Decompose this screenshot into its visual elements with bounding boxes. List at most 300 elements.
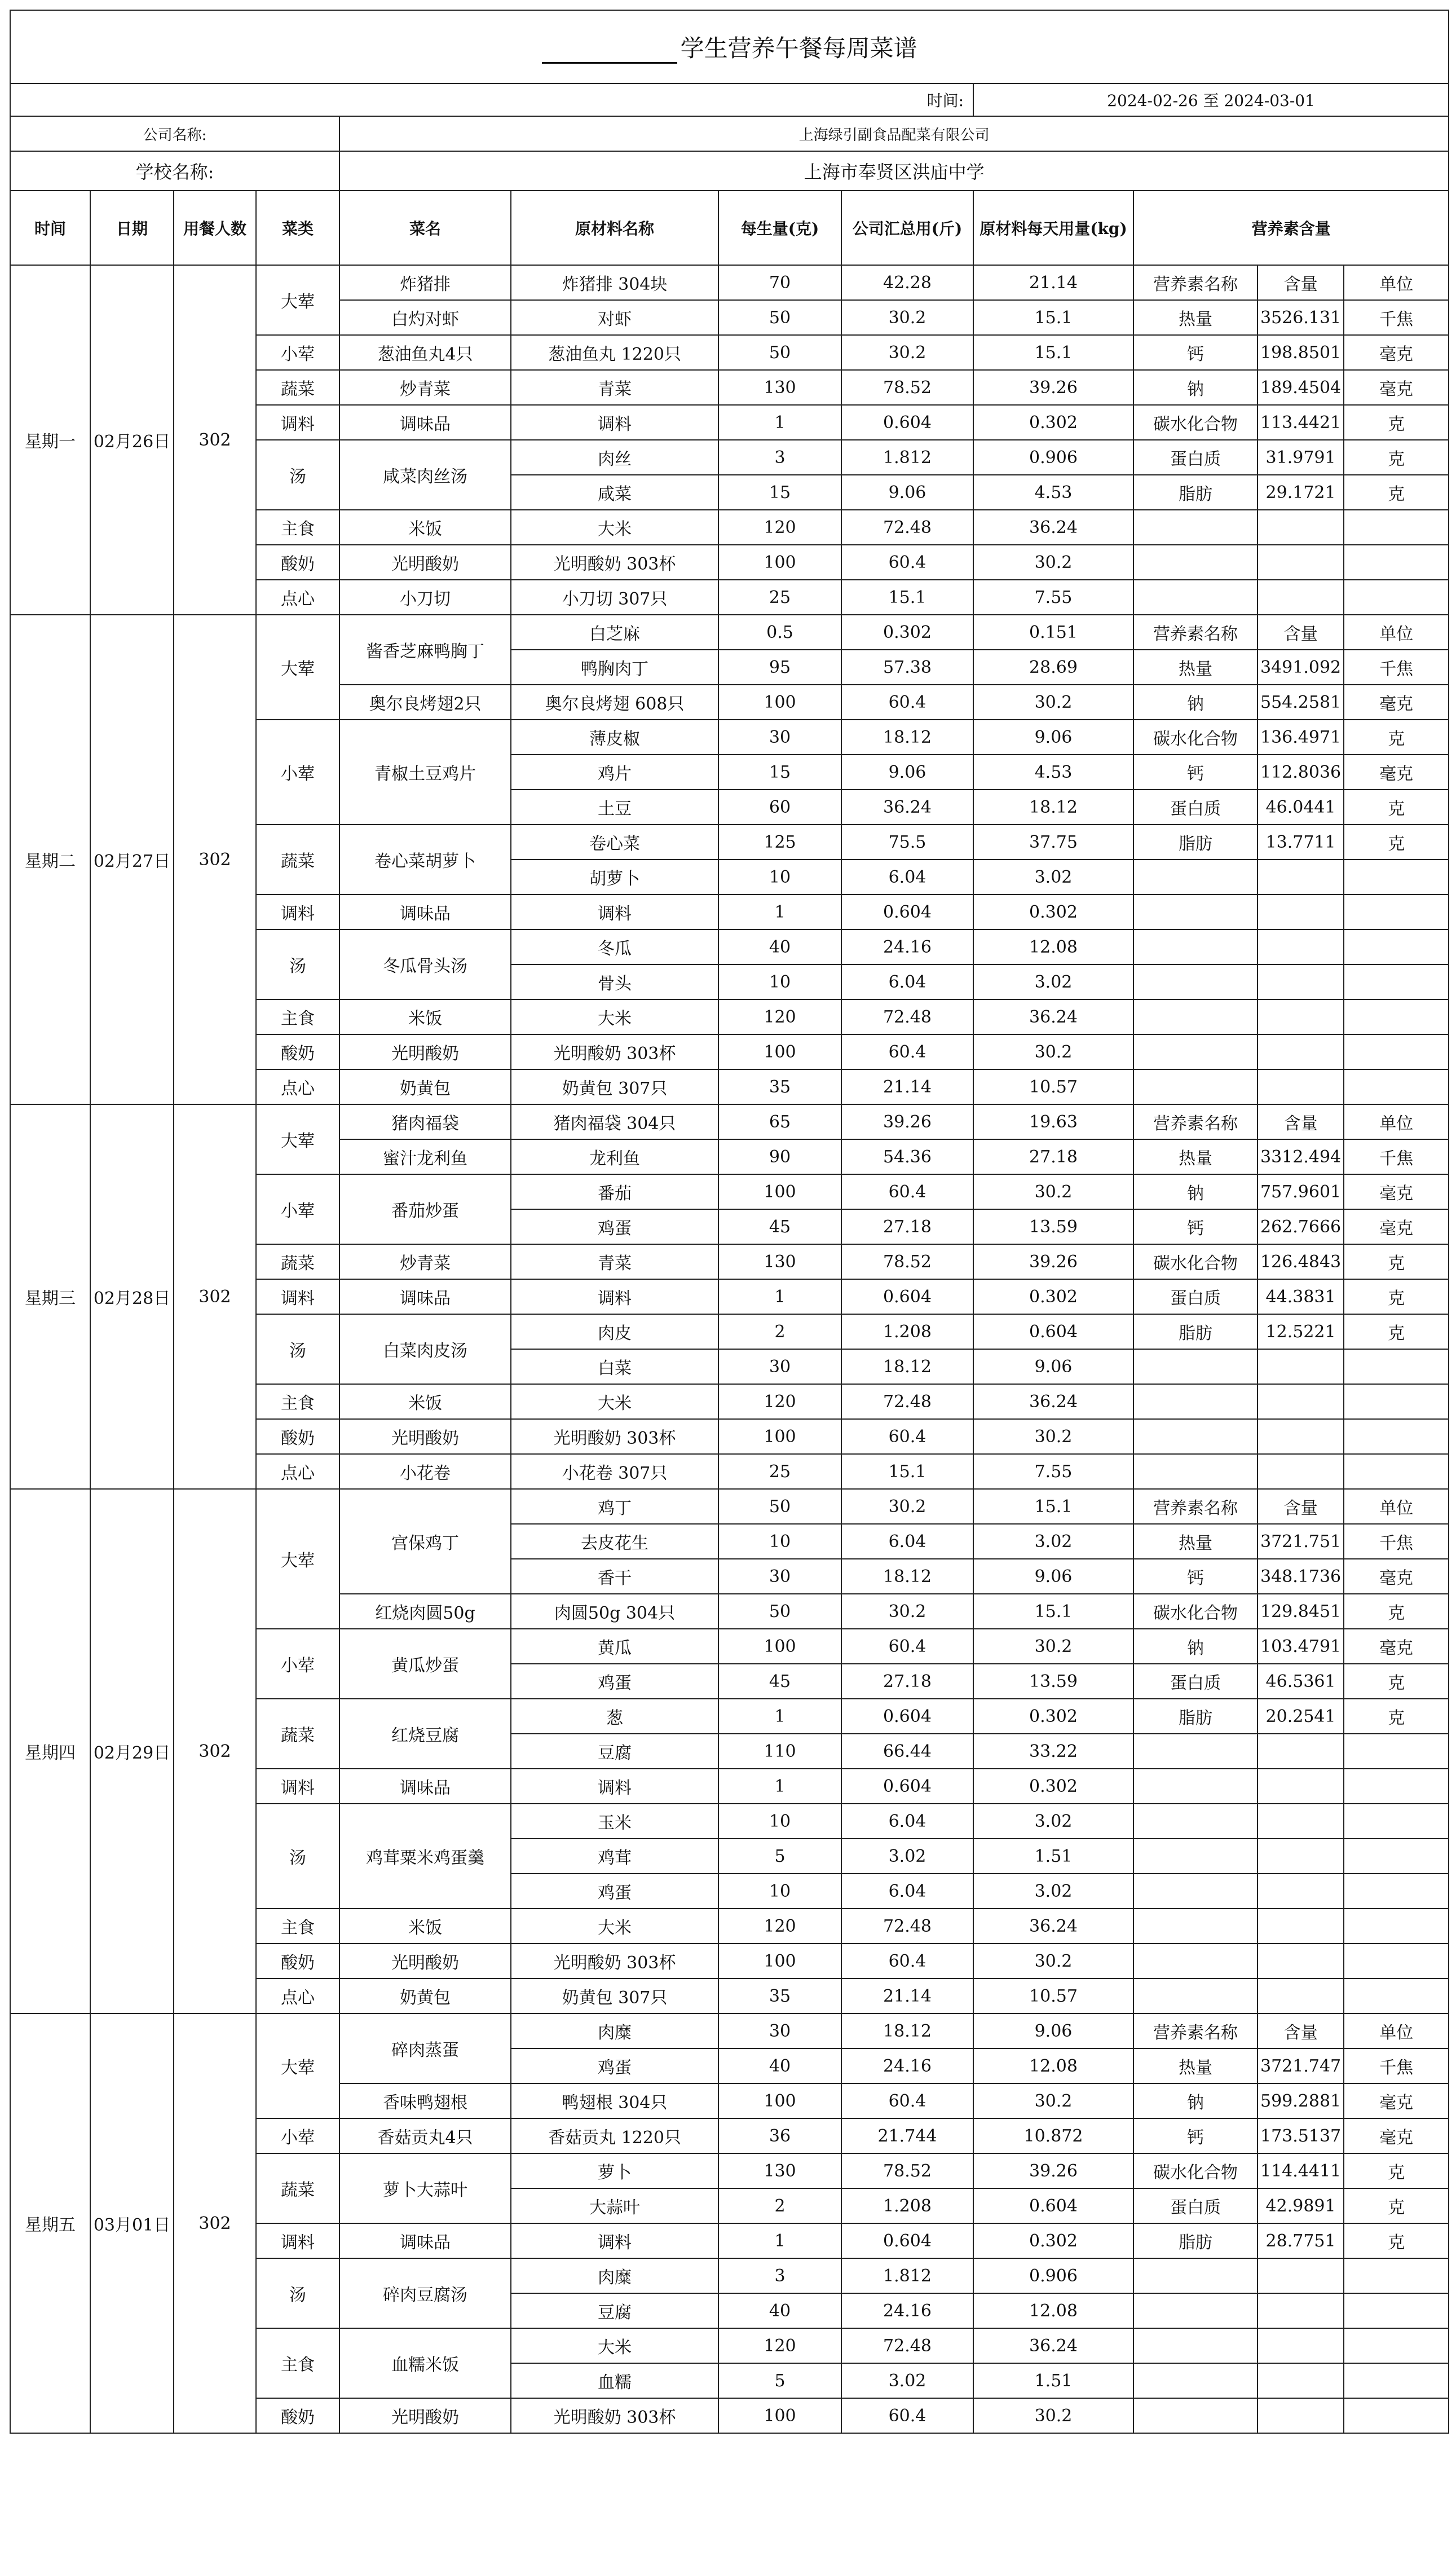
kg-cell: 9.06 xyxy=(973,1559,1133,1594)
nutrient-name-cell: 钠 xyxy=(1133,2083,1258,2118)
dish-name-cell: 调味品 xyxy=(339,2223,511,2258)
nutrient-amount-cell: 29.1721 xyxy=(1258,475,1344,510)
material-cell: 薄皮椒 xyxy=(511,720,718,755)
nutrient-empty-cell xyxy=(1258,2328,1344,2363)
date-cell: 02月28日 xyxy=(90,1104,174,1489)
nutrient-unit-cell: 克 xyxy=(1344,2153,1449,2188)
jin-cell: 72.48 xyxy=(841,2328,973,2363)
dish-name-cell: 萝卜大蒜叶 xyxy=(339,2153,511,2223)
category-cell: 小荤 xyxy=(256,1629,339,1699)
material-cell: 黄瓜 xyxy=(511,1629,718,1664)
material-cell: 卷心菜 xyxy=(511,825,718,860)
nutrient-amount-cell: 262.7666 xyxy=(1258,1209,1344,1244)
grams-cell: 25 xyxy=(718,580,841,615)
grams-cell: 1 xyxy=(718,895,841,929)
dish-name-cell: 小刀切 xyxy=(339,580,511,615)
kg-cell: 39.26 xyxy=(973,2153,1133,2188)
nutrient-empty-cell xyxy=(1258,580,1344,615)
grams-cell: 25 xyxy=(718,1454,841,1489)
nutrient-unit-cell: 毫克 xyxy=(1344,1174,1449,1209)
nutrient-amount-cell: 3721.751 xyxy=(1258,1524,1344,1559)
dish-name-cell: 米饭 xyxy=(339,1909,511,1944)
nutrient-name-cell: 热量 xyxy=(1133,2048,1258,2083)
diners-cell: 302 xyxy=(174,2014,256,2433)
kg-cell: 12.08 xyxy=(973,929,1133,964)
nutrient-empty-cell xyxy=(1133,999,1258,1034)
nutrient-empty-cell xyxy=(1133,2363,1258,2398)
dish-name-cell: 调味品 xyxy=(339,895,511,929)
material-cell: 鸡丁 xyxy=(511,1489,718,1524)
kg-cell: 12.08 xyxy=(973,2293,1133,2328)
jin-cell: 18.12 xyxy=(841,2014,973,2048)
grams-cell: 110 xyxy=(718,1734,841,1769)
material-cell: 大米 xyxy=(511,1909,718,1944)
material-cell: 白菜 xyxy=(511,1349,718,1384)
nutrient-name-cell: 钙 xyxy=(1133,2118,1258,2153)
jin-cell: 21.14 xyxy=(841,1979,973,2014)
kg-cell: 12.08 xyxy=(973,2048,1133,2083)
kg-cell: 27.18 xyxy=(973,1139,1133,1174)
kg-cell: 0.151 xyxy=(973,615,1133,650)
nutrient-empty-cell xyxy=(1344,1384,1449,1419)
nutrient-empty-cell xyxy=(1133,545,1258,580)
nutrient-amount-cell: 113.4421 xyxy=(1258,405,1344,440)
grams-cell: 0.5 xyxy=(718,615,841,650)
nutrient-empty-cell xyxy=(1133,964,1258,999)
grams-cell: 50 xyxy=(718,335,841,370)
nutrient-amount-cell: 198.8501 xyxy=(1258,335,1344,370)
material-cell: 对虾 xyxy=(511,300,718,335)
nutrient-unit-cell: 克 xyxy=(1344,1594,1449,1629)
nutrient-unit-cell: 千焦 xyxy=(1344,300,1449,335)
grams-cell: 40 xyxy=(718,2048,841,2083)
nutrient-empty-cell xyxy=(1344,1944,1449,1979)
nutrient-name-cell: 热量 xyxy=(1133,300,1258,335)
category-cell: 大荤 xyxy=(256,615,339,720)
nutrient-empty-cell xyxy=(1133,1874,1258,1909)
kg-cell: 4.53 xyxy=(973,755,1133,790)
kg-cell: 15.1 xyxy=(973,335,1133,370)
category-cell: 点心 xyxy=(256,1454,339,1489)
grams-cell: 1 xyxy=(718,405,841,440)
nutrient-empty-cell xyxy=(1344,2398,1449,2433)
kg-cell: 0.604 xyxy=(973,1314,1133,1349)
dish-name-cell: 冬瓜骨头汤 xyxy=(339,929,511,999)
time-label: 时间: xyxy=(10,83,973,116)
jin-cell: 0.604 xyxy=(841,1769,973,1804)
title-text: 学生营养午餐每周菜谱 xyxy=(680,34,917,62)
diners-cell: 302 xyxy=(174,1489,256,2014)
nutrient-unit-cell: 单位 xyxy=(1344,265,1449,300)
category-cell: 汤 xyxy=(256,1314,339,1384)
dish-name-cell: 炒青菜 xyxy=(339,1244,511,1279)
nutrient-unit-cell: 毫克 xyxy=(1344,1629,1449,1664)
jin-cell: 0.604 xyxy=(841,895,973,929)
grams-cell: 100 xyxy=(718,2398,841,2433)
kg-cell: 15.1 xyxy=(973,1489,1133,1524)
grams-cell: 10 xyxy=(718,1524,841,1559)
dish-name-cell: 蜜汁龙利鱼 xyxy=(339,1139,511,1174)
nutrient-name-cell: 脂肪 xyxy=(1133,2223,1258,2258)
nutrient-amount-cell: 3721.747 xyxy=(1258,2048,1344,2083)
jin-cell: 72.48 xyxy=(841,1909,973,1944)
nutrient-name-cell: 营养素名称 xyxy=(1133,265,1258,300)
grams-cell: 10 xyxy=(718,1874,841,1909)
nutrient-empty-cell xyxy=(1344,1034,1449,1069)
weekly-menu-table xyxy=(10,10,1449,2434)
grams-cell: 5 xyxy=(718,2363,841,2398)
grams-cell: 70 xyxy=(718,265,841,300)
nutrient-unit-cell: 毫克 xyxy=(1344,370,1449,405)
kg-cell: 30.2 xyxy=(973,1629,1133,1664)
category-cell: 大荤 xyxy=(256,2014,339,2118)
nutrient-name-cell: 蛋白质 xyxy=(1133,2188,1258,2223)
material-cell: 调料 xyxy=(511,895,718,929)
nutrient-amount-cell: 757.9601 xyxy=(1258,1174,1344,1209)
grams-cell: 10 xyxy=(718,860,841,895)
kg-cell: 0.302 xyxy=(973,895,1133,929)
category-cell: 小荤 xyxy=(256,335,339,370)
kg-cell: 30.2 xyxy=(973,1944,1133,1979)
dish-name-cell: 调味品 xyxy=(339,1769,511,1804)
jin-cell: 60.4 xyxy=(841,1419,973,1454)
nutrient-empty-cell xyxy=(1133,1454,1258,1489)
grams-cell: 60 xyxy=(718,790,841,825)
nutrient-empty-cell xyxy=(1258,1034,1344,1069)
category-cell: 点心 xyxy=(256,1979,339,2014)
jin-cell: 1.208 xyxy=(841,1314,973,1349)
jin-cell: 15.1 xyxy=(841,580,973,615)
kg-cell: 15.1 xyxy=(973,1594,1133,1629)
category-cell: 汤 xyxy=(256,2258,339,2328)
nutrient-unit-cell: 克 xyxy=(1344,825,1449,860)
jin-cell: 27.18 xyxy=(841,1664,973,1699)
nutrient-unit-cell: 克 xyxy=(1344,2223,1449,2258)
dish-name-cell: 香味鸭翅根 xyxy=(339,2083,511,2118)
grams-cell: 120 xyxy=(718,510,841,545)
nutrient-empty-cell xyxy=(1344,929,1449,964)
material-cell: 大蒜叶 xyxy=(511,2188,718,2223)
nutrient-empty-cell xyxy=(1258,1979,1344,2014)
kg-cell: 30.2 xyxy=(973,1034,1133,1069)
nutrient-empty-cell xyxy=(1258,1349,1344,1384)
nutrient-unit-cell: 克 xyxy=(1344,1314,1449,1349)
category-cell: 汤 xyxy=(256,1804,339,1909)
grams-cell: 1 xyxy=(718,1769,841,1804)
category-cell: 主食 xyxy=(256,999,339,1034)
company-value: 上海绿引副食品配菜有限公司 xyxy=(339,116,1449,151)
material-cell: 小花卷 307只 xyxy=(511,1454,718,1489)
jin-cell: 6.04 xyxy=(841,860,973,895)
category-cell: 调料 xyxy=(256,895,339,929)
material-cell: 光明酸奶 303杯 xyxy=(511,545,718,580)
grams-cell: 100 xyxy=(718,2083,841,2118)
jin-cell: 78.52 xyxy=(841,2153,973,2188)
nutrient-empty-cell xyxy=(1344,510,1449,545)
nutrient-empty-cell xyxy=(1133,1349,1258,1384)
nutrient-name-cell: 脂肪 xyxy=(1133,1314,1258,1349)
nutrient-amount-cell: 554.2581 xyxy=(1258,685,1344,720)
material-cell: 咸菜 xyxy=(511,475,718,510)
category-cell: 调料 xyxy=(256,2223,339,2258)
material-cell: 玉米 xyxy=(511,1804,718,1839)
kg-cell: 0.302 xyxy=(973,1769,1133,1804)
nutrient-empty-cell xyxy=(1258,1454,1344,1489)
grams-cell: 130 xyxy=(718,2153,841,2188)
nutrient-name-cell: 蛋白质 xyxy=(1133,440,1258,475)
kg-cell: 1.51 xyxy=(973,2363,1133,2398)
grams-cell: 45 xyxy=(718,1209,841,1244)
jin-cell: 18.12 xyxy=(841,720,973,755)
nutrient-empty-cell xyxy=(1258,999,1344,1034)
nutrient-empty-cell xyxy=(1133,1839,1258,1874)
material-cell: 奶黄包 307只 xyxy=(511,1069,718,1104)
table-row xyxy=(10,2014,1449,2048)
kg-cell: 3.02 xyxy=(973,1804,1133,1839)
material-cell: 去皮花生 xyxy=(511,1524,718,1559)
nutrient-empty-cell xyxy=(1133,2293,1258,2328)
grams-cell: 3 xyxy=(718,440,841,475)
material-cell: 香菇贡丸 1220只 xyxy=(511,2118,718,2153)
grams-cell: 30 xyxy=(718,1559,841,1594)
nutrient-amount-cell: 46.0441 xyxy=(1258,790,1344,825)
nutrient-empty-cell xyxy=(1258,929,1344,964)
kg-cell: 13.59 xyxy=(973,1664,1133,1699)
weekday-cell: 星期五 xyxy=(10,2014,90,2433)
material-cell: 鸡蛋 xyxy=(511,1209,718,1244)
dish-name-cell: 光明酸奶 xyxy=(339,1034,511,1069)
nutrient-unit-cell: 毫克 xyxy=(1344,335,1449,370)
nutrient-unit-cell: 克 xyxy=(1344,720,1449,755)
material-cell: 骨头 xyxy=(511,964,718,999)
jin-cell: 78.52 xyxy=(841,1244,973,1279)
dish-name-cell: 奶黄包 xyxy=(339,1979,511,2014)
grams-cell: 100 xyxy=(718,1419,841,1454)
category-cell: 汤 xyxy=(256,929,339,999)
table-row xyxy=(10,1489,1449,1524)
jin-cell: 60.4 xyxy=(841,545,973,580)
header-jin: 公司汇总用(斤) xyxy=(841,191,973,265)
kg-cell: 33.22 xyxy=(973,1734,1133,1769)
nutrient-amount-cell: 42.9891 xyxy=(1258,2188,1344,2223)
dish-name-cell: 香菇贡丸4只 xyxy=(339,2118,511,2153)
table-row xyxy=(10,615,1449,650)
nutrient-unit-cell: 单位 xyxy=(1344,615,1449,650)
jin-cell: 15.1 xyxy=(841,1454,973,1489)
material-cell: 大米 xyxy=(511,2328,718,2363)
kg-cell: 36.24 xyxy=(973,1909,1133,1944)
kg-cell: 0.302 xyxy=(973,2223,1133,2258)
header-grams: 每生量(克) xyxy=(718,191,841,265)
nutrient-empty-cell xyxy=(1133,895,1258,929)
material-cell: 光明酸奶 303杯 xyxy=(511,1419,718,1454)
nutrient-empty-cell xyxy=(1344,1839,1449,1874)
header-dish: 菜名 xyxy=(339,191,511,265)
nutrient-empty-cell xyxy=(1344,860,1449,895)
category-cell: 蔬菜 xyxy=(256,370,339,405)
nutrient-unit-cell: 毫克 xyxy=(1344,1209,1449,1244)
kg-cell: 10.57 xyxy=(973,1069,1133,1104)
nutrient-empty-cell xyxy=(1258,1944,1344,1979)
dish-name-cell: 咸菜肉丝汤 xyxy=(339,440,511,510)
nutrient-unit-cell: 克 xyxy=(1344,1244,1449,1279)
dish-name-cell: 米饭 xyxy=(339,1384,511,1419)
nutrient-unit-cell: 单位 xyxy=(1344,1104,1449,1139)
material-cell: 葱油鱼丸 1220只 xyxy=(511,335,718,370)
nutrient-amount-cell: 3312.494 xyxy=(1258,1139,1344,1174)
grams-cell: 50 xyxy=(718,1489,841,1524)
nutrient-name-cell: 钠 xyxy=(1133,1174,1258,1209)
nutrient-name-cell: 钠 xyxy=(1133,1629,1258,1664)
jin-cell: 75.5 xyxy=(841,825,973,860)
kg-cell: 7.55 xyxy=(973,1454,1133,1489)
kg-cell: 30.2 xyxy=(973,2083,1133,2118)
nutrient-unit-cell: 单位 xyxy=(1344,1489,1449,1524)
grams-cell: 1 xyxy=(718,1279,841,1314)
nutrient-empty-cell xyxy=(1344,895,1449,929)
material-cell: 肉糜 xyxy=(511,2014,718,2048)
header-category: 菜类 xyxy=(256,191,339,265)
material-cell: 土豆 xyxy=(511,790,718,825)
nutrient-unit-cell: 毫克 xyxy=(1344,2118,1449,2153)
kg-cell: 3.02 xyxy=(973,1524,1133,1559)
category-cell: 大荤 xyxy=(256,1104,339,1174)
nutrient-amount-cell: 136.4971 xyxy=(1258,720,1344,755)
nutrient-name-cell: 碳水化合物 xyxy=(1133,1594,1258,1629)
kg-cell: 0.302 xyxy=(973,1699,1133,1734)
nutrient-amount-cell: 含量 xyxy=(1258,265,1344,300)
nutrient-unit-cell: 毫克 xyxy=(1344,685,1449,720)
nutrient-empty-cell xyxy=(1133,1734,1258,1769)
dish-name-cell: 黄瓜炒蛋 xyxy=(339,1629,511,1699)
grams-cell: 15 xyxy=(718,755,841,790)
nutrient-empty-cell xyxy=(1344,1979,1449,2014)
nutrient-name-cell: 脂肪 xyxy=(1133,475,1258,510)
dish-name-cell: 白灼对虾 xyxy=(339,300,511,335)
kg-cell: 30.2 xyxy=(973,545,1133,580)
material-cell: 鸡片 xyxy=(511,755,718,790)
jin-cell: 66.44 xyxy=(841,1734,973,1769)
material-cell: 鸭胸肉丁 xyxy=(511,650,718,685)
dish-name-cell: 卷心菜胡萝卜 xyxy=(339,825,511,895)
nutrient-amount-cell: 含量 xyxy=(1258,1489,1344,1524)
jin-cell: 57.38 xyxy=(841,650,973,685)
jin-cell: 0.604 xyxy=(841,1279,973,1314)
material-cell: 调料 xyxy=(511,1279,718,1314)
kg-cell: 37.75 xyxy=(973,825,1133,860)
grams-cell: 65 xyxy=(718,1104,841,1139)
nutrient-empty-cell xyxy=(1133,1979,1258,2014)
nutrient-amount-cell: 含量 xyxy=(1258,2014,1344,2048)
material-cell: 冬瓜 xyxy=(511,929,718,964)
jin-cell: 3.02 xyxy=(841,2363,973,2398)
jin-cell: 6.04 xyxy=(841,1804,973,1839)
jin-cell: 9.06 xyxy=(841,475,973,510)
material-cell: 肉圆50g 304只 xyxy=(511,1594,718,1629)
kg-cell: 10.872 xyxy=(973,2118,1133,2153)
category-cell: 调料 xyxy=(256,1769,339,1804)
nutrient-name-cell: 热量 xyxy=(1133,1524,1258,1559)
nutrient-unit-cell: 千焦 xyxy=(1344,1524,1449,1559)
dish-name-cell: 宫保鸡丁 xyxy=(339,1489,511,1594)
grams-cell: 120 xyxy=(718,1384,841,1419)
nutrient-empty-cell xyxy=(1344,1349,1449,1384)
nutrient-amount-cell: 599.2881 xyxy=(1258,2083,1344,2118)
material-cell: 鸡蛋 xyxy=(511,2048,718,2083)
weekday-cell: 星期三 xyxy=(10,1104,90,1489)
date-cell: 03月01日 xyxy=(90,2014,174,2433)
kg-cell: 28.69 xyxy=(973,650,1133,685)
kg-cell: 30.2 xyxy=(973,1419,1133,1454)
kg-cell: 9.06 xyxy=(973,720,1133,755)
grams-cell: 1 xyxy=(718,2223,841,2258)
jin-cell: 30.2 xyxy=(841,300,973,335)
category-cell: 酸奶 xyxy=(256,1419,339,1454)
jin-cell: 72.48 xyxy=(841,999,973,1034)
nutrient-name-cell: 营养素名称 xyxy=(1133,1104,1258,1139)
kg-cell: 39.26 xyxy=(973,1244,1133,1279)
category-cell: 点心 xyxy=(256,1069,339,1104)
material-cell: 鸡茸 xyxy=(511,1839,718,1874)
jin-cell: 36.24 xyxy=(841,790,973,825)
material-cell: 血糯 xyxy=(511,2363,718,2398)
nutrient-empty-cell xyxy=(1258,1419,1344,1454)
grams-cell: 120 xyxy=(718,999,841,1034)
nutrient-name-cell: 脂肪 xyxy=(1133,825,1258,860)
nutrient-empty-cell xyxy=(1133,1804,1258,1839)
nutrient-amount-cell: 13.7711 xyxy=(1258,825,1344,860)
table-row xyxy=(10,1104,1449,1139)
time-value: 2024-02-26 至 2024-03-01 xyxy=(973,83,1449,116)
category-cell: 主食 xyxy=(256,2328,339,2398)
grams-cell: 100 xyxy=(718,1944,841,1979)
nutrient-empty-cell xyxy=(1344,1909,1449,1944)
category-cell: 小荤 xyxy=(256,720,339,825)
date-cell: 02月27日 xyxy=(90,615,174,1104)
kg-cell: 3.02 xyxy=(973,860,1133,895)
nutrient-unit-cell: 克 xyxy=(1344,440,1449,475)
dish-name-cell: 白菜肉皮汤 xyxy=(339,1314,511,1384)
nutrient-amount-cell: 114.4411 xyxy=(1258,2153,1344,2188)
jin-cell: 42.28 xyxy=(841,265,973,300)
jin-cell: 24.16 xyxy=(841,2048,973,2083)
nutrient-name-cell: 钠 xyxy=(1133,370,1258,405)
nutrient-empty-cell xyxy=(1258,860,1344,895)
kg-cell: 1.51 xyxy=(973,1839,1133,1874)
nutrient-empty-cell xyxy=(1258,1069,1344,1104)
material-cell: 豆腐 xyxy=(511,2293,718,2328)
dish-name-cell: 番茄炒蛋 xyxy=(339,1174,511,1244)
jin-cell: 24.16 xyxy=(841,2293,973,2328)
jin-cell: 1.208 xyxy=(841,2188,973,2223)
category-cell: 调料 xyxy=(256,1279,339,1314)
nutrient-empty-cell xyxy=(1133,860,1258,895)
kg-cell: 18.12 xyxy=(973,790,1133,825)
nutrient-empty-cell xyxy=(1344,999,1449,1034)
category-cell: 蔬菜 xyxy=(256,1244,339,1279)
dish-name-cell: 红烧豆腐 xyxy=(339,1699,511,1769)
nutrient-name-cell: 蛋白质 xyxy=(1133,790,1258,825)
kg-cell: 0.302 xyxy=(973,405,1133,440)
nutrient-amount-cell: 126.4843 xyxy=(1258,1244,1344,1279)
material-cell: 龙利鱼 xyxy=(511,1139,718,1174)
category-cell: 汤 xyxy=(256,440,339,510)
weekday-cell: 星期一 xyxy=(10,265,90,615)
jin-cell: 72.48 xyxy=(841,1384,973,1419)
nutrient-name-cell: 营养素名称 xyxy=(1133,615,1258,650)
material-cell: 奶黄包 307只 xyxy=(511,1979,718,2014)
nutrient-unit-cell: 克 xyxy=(1344,475,1449,510)
